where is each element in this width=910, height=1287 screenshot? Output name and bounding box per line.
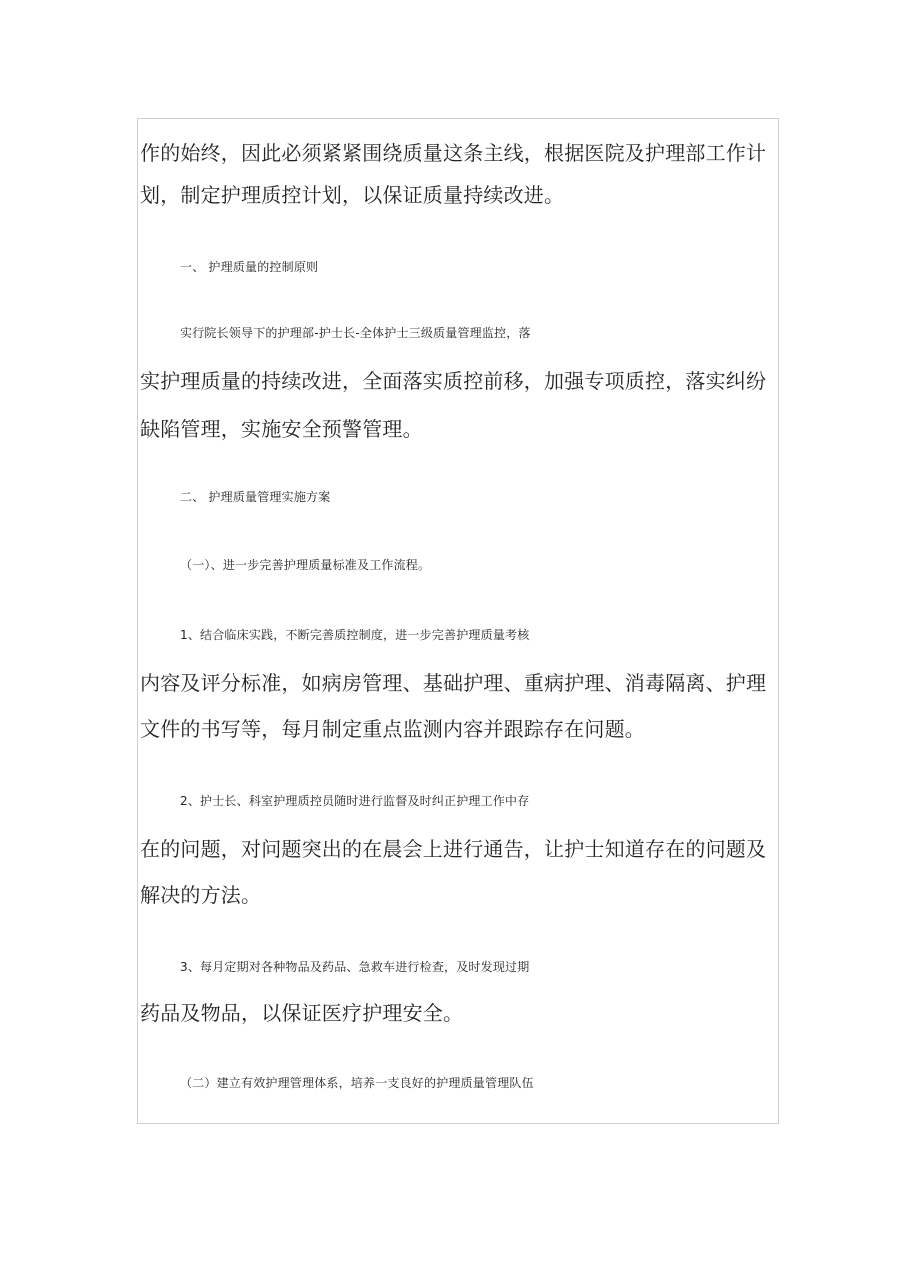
document-page bbox=[137, 118, 779, 1124]
section-heading-implementation: 二、 护理质量管理实施方案 bbox=[180, 490, 331, 504]
item-3-line-1: 3、每月定期对各种物品及药品、急救车进行检查，及时发现过期 bbox=[180, 960, 530, 974]
principle-line-1: 实行院长领导下的护理部-护士长-全体护士三级质量管理监控，落 bbox=[180, 326, 531, 340]
sub-heading-management-system: （二）建立有效护理管理体系，培养一支良好的护理质量管理队伍 bbox=[180, 1076, 534, 1090]
item-1-line-3: 文件的书写等，每月制定重点监测内容并跟踪存在问题。 bbox=[140, 717, 645, 741]
item-2-line-2: 在的问题，对问题突出的在晨会上进行通告，让护士知道存在的问题及 bbox=[140, 837, 767, 861]
section-heading-control-principle: 一、 护理质量的控制原则 bbox=[180, 260, 319, 274]
intro-line-2: 划，制定护理质控计划，以保证质量持续改进。 bbox=[140, 183, 565, 207]
intro-line-1: 作的始终，因此必须紧紧围绕质量这条主线，根据医院及护理部工作计 bbox=[140, 141, 767, 165]
item-2-line-1: 2、护士长、科室护理质控员随时进行监督及时纠正护理工作中存 bbox=[180, 794, 530, 808]
sub-heading-standards: （一）、进一步完善护理质量标准及工作流程。 bbox=[180, 558, 431, 572]
principle-line-2: 实护理质量的持续改进，全面落实质控前移，加强专项质控，落实纠纷 bbox=[140, 369, 767, 393]
item-1-line-1: 1、结合临床实践，不断完善质控制度，进一步完善护理质量考核 bbox=[180, 628, 530, 642]
item-1-line-2: 内容及评分标准，如病房管理、基础护理、重病护理、消毒隔离、护理 bbox=[140, 671, 767, 695]
principle-line-3: 缺陷管理，实施安全预警管理。 bbox=[140, 417, 423, 441]
item-2-line-3: 解决的方法。 bbox=[140, 883, 262, 907]
item-3-line-2: 药品及物品，以保证医疗护理安全。 bbox=[140, 1001, 464, 1025]
